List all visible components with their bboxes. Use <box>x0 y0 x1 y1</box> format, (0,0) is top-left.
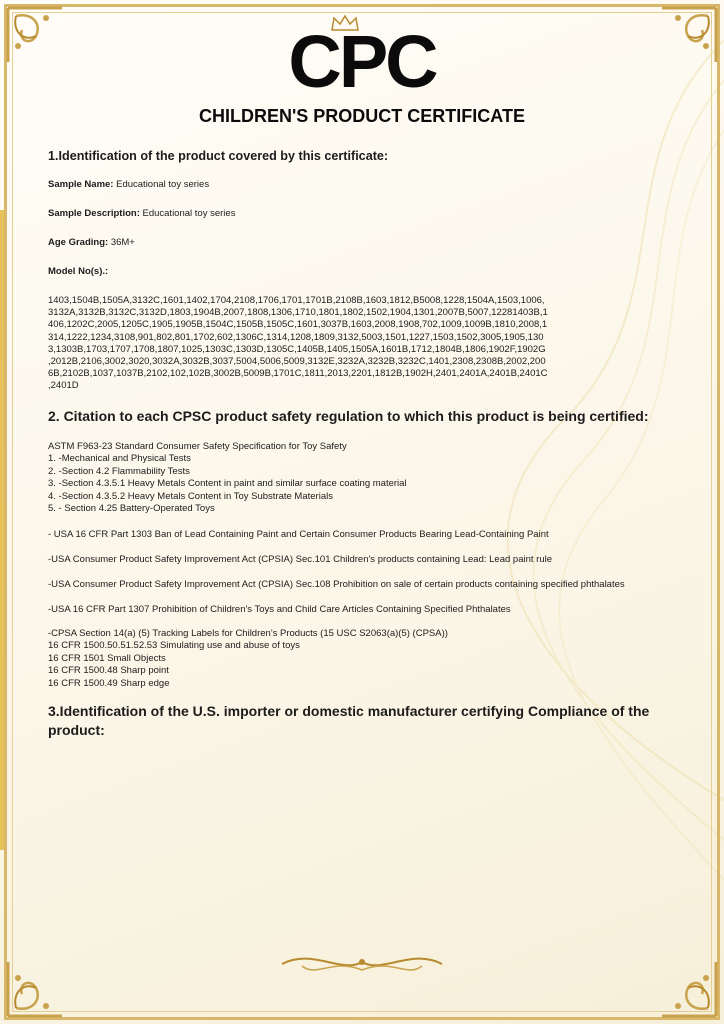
age-grading-value: 36M+ <box>110 237 135 248</box>
sample-name-value: Educational toy series <box>116 179 210 190</box>
astm-line: 3. -Section 4.3.5.1 Heavy Metals Content in paint and similar surface coating material <box>48 478 407 490</box>
age-grading-field <box>48 237 684 249</box>
section-1-heading: 1.Identification of the product covered by this certificate: <box>48 149 389 163</box>
astm-line: ASTM F963-23 Standard Consumer Safety Specification for Toy Safety <box>48 440 347 452</box>
cpsa-line: 16 CFR 1500.49 Sharp edge <box>48 677 170 689</box>
certificate-title: CHILDREN'S PRODUCT CERTIFICATE <box>199 106 525 126</box>
astm-line: 1. -Mechanical and Physical Tests <box>48 453 191 465</box>
cpsa-line: 16 CFR 1501 Small Objects <box>48 652 166 664</box>
regulation-paragraph: - USA 16 CFR Part 1303 Ban of Lead Containing Paint and Certain Consumer Products Bearing Lead-Containing Paint <box>48 528 549 540</box>
section-2-heading: 2. Citation to each CPSC product safety regulation to which this product is being certified: <box>48 407 649 424</box>
regulation-paragraph: -USA 16 CFR Part 1307 Prohibition of Children's Toys and Child Care Articles Containing Specified Phthalates <box>48 603 511 615</box>
sample-description-field <box>48 208 684 220</box>
model-numbers-field <box>48 266 684 278</box>
sample-description-value: Educational toy series <box>142 208 236 219</box>
sample-description-label: Sample Description: <box>48 208 140 219</box>
corner-ornament-icon <box>2 944 80 1022</box>
sample-name-field <box>48 179 684 191</box>
astm-line: 2. -Section 4.2 Flammability Tests <box>48 465 190 477</box>
sample-name-label: Sample Name: <box>48 179 114 190</box>
model-numbers-list: 1403,1504B,1505A,3132C,1601,1402,1704,2108,1706,1701,1701B,2108B,1603,1812,B5008,1228,1504A,1503,1006,3132A,3132B,3132C,3132D,1803,1904B,2007,1808,1306,1710,1801,1802,1502,1904,1301,2007B,5007,12281403B,1406,1202C,2005,1205C,1905,1905B,1504C,1505B,1505C,1601,3037B,1603,2008,1908,702,1009,1009B,1810,2008,1314,1222,1234,3108,901,802,801,1702,602,1306C,1314,1208,1809,3132,5003,1501,1227,1503,1502,3005,1905,1303,1303B,1703,1707,1708,1807,1025,1303C,1303D,1305C,1405B,1405,1505A,1601B,1712,1804B,1806,1902F,1902G,2012B,2106,3002,3020,3032A,3032B,3037,5004,5006,5009,3132E,3232A,3232B,3232C,1401,2308,2308B,2002,2006B,2102B,1037,1037B,2102,102,102B,3002B,5009B,1701C,1811,2013,2201,1812B,1902H,2401,2401A,2401B,2401C,2401D <box>48 295 548 392</box>
model-numbers-label: Model No(s).: <box>48 266 109 277</box>
left-gold-bar <box>0 210 4 850</box>
certificate-body <box>48 148 684 755</box>
corner-ornament-icon <box>644 944 722 1022</box>
cpc-logo: CPC <box>288 20 436 103</box>
regulation-paragraph: -USA Consumer Product Safety Improvement Act (CPSIA) Sec.108 Prohibition on sale of certain products containing specified phthalates <box>48 578 625 590</box>
astm-line: 5. - Section 4.25 Battery-Operated Toys <box>48 503 215 515</box>
cpsa-line: 16 CFR 1500.50.51.52.53 Simulating use and abuse of toys <box>48 640 300 652</box>
scroll-ornament-icon <box>272 944 452 980</box>
astm-block <box>48 441 684 516</box>
cpsa-block <box>48 628 684 691</box>
section-3-heading: 3.Identification of the U.S. importer or domestic manufacturer certifying Compliance of the product: <box>48 703 650 739</box>
regulation-paragraph: -USA Consumer Product Safety Improvement Act (CPSIA) Sec.101 Children's products containing Lead: Lead paint rule <box>48 553 552 565</box>
astm-line: 4. -Section 4.3.5.2 Heavy Metals Content in Toy Substrate Materials <box>48 490 333 502</box>
cpsa-line: 16 CFR 1500.48 Sharp point <box>48 665 169 677</box>
age-grading-label: Age Grading: <box>48 237 109 248</box>
cpsa-line: -CPSA Section 14(a) (5) Tracking Labels for Children's Products (15 USC S2063(a)(5) (CPSA)) <box>48 627 448 639</box>
